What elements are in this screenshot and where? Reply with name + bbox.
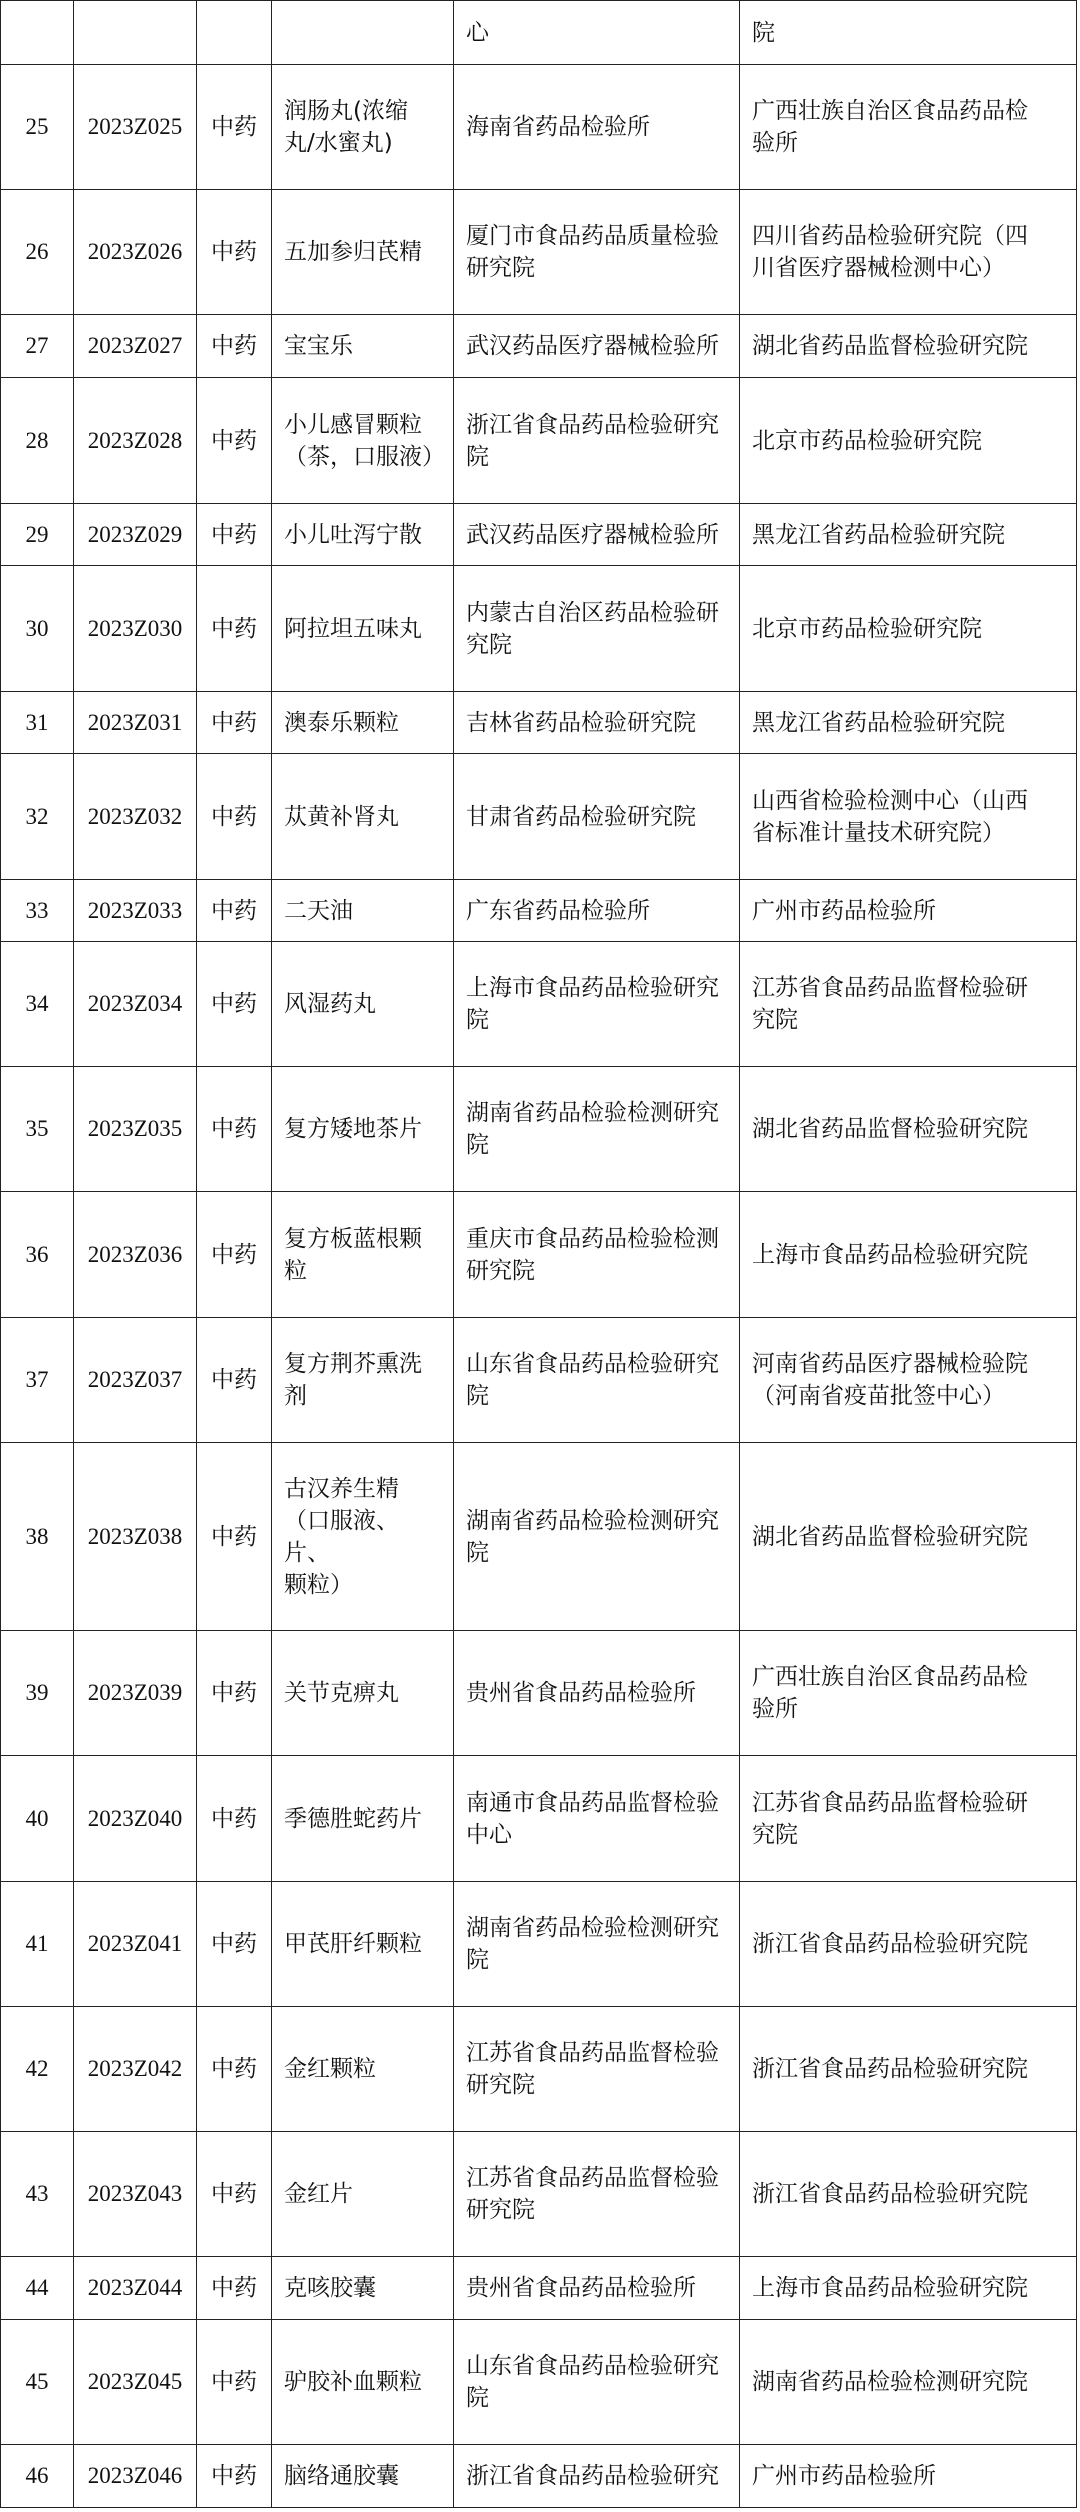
table-row <box>1 2445 1077 2508</box>
cell-number: 46 <box>1 2445 74 2508</box>
cell-code: 2023Z040 <box>74 1756 197 1882</box>
cell-number: 32 <box>1 754 74 880</box>
cell-testing-org: 武汉药品医疗器械检验所 <box>454 315 740 378</box>
cell-product-name: 复方板蓝根颗 粒 <box>272 1192 454 1318</box>
cell-testing-org: 湖南省药品检验检测研究 院 <box>454 1882 740 2007</box>
cell-number: 36 <box>1 1192 74 1318</box>
cell-testing-org: 上海市食品药品检验研究 院 <box>454 942 740 1067</box>
cell-category: 中药 <box>197 1318 272 1443</box>
cell-code: 2023Z044 <box>74 2257 197 2320</box>
cell-number: 35 <box>1 1067 74 1192</box>
cell-testing-org: 吉林省药品检验研究院 <box>454 692 740 754</box>
cell-code: 2023Z045 <box>74 2320 197 2445</box>
cell-testing-org: 浙江省食品药品检验研究 <box>454 2445 740 2508</box>
cell-review-org: 江苏省食品药品监督检验研 究院 <box>740 1756 1077 1882</box>
cell-code: 2023Z029 <box>74 504 197 566</box>
cell-category: 中药 <box>197 880 272 942</box>
cell-category: 中药 <box>197 2320 272 2445</box>
cell-testing-org: 海南省药品检验所 <box>454 65 740 190</box>
cell-review-org: 上海市食品药品检验研究院 <box>740 2257 1077 2320</box>
cell-code: 2023Z038 <box>74 1443 197 1631</box>
cell-code: 2023Z032 <box>74 754 197 880</box>
cell-testing-org: 内蒙古自治区药品检验研 究院 <box>454 566 740 692</box>
cell-review-org: 黑龙江省药品检验研究院 <box>740 504 1077 566</box>
cell-product-name: 金红颗粒 <box>272 2007 454 2132</box>
cell-number: 34 <box>1 942 74 1067</box>
cell-testing-org: 湖南省药品检验检测研究 院 <box>454 1443 740 1631</box>
cell-code: 2023Z031 <box>74 692 197 754</box>
cell-product-name: 风湿药丸 <box>272 942 454 1067</box>
table-row <box>1 1443 1077 1631</box>
cell-number: 44 <box>1 2257 74 2320</box>
cell-category: 中药 <box>197 2007 272 2132</box>
cell-review-org: 浙江省食品药品检验研究院 <box>740 2007 1077 2132</box>
cell-testing-org: 浙江省食品药品检验研究 院 <box>454 378 740 504</box>
table-row <box>1 1631 1077 1756</box>
cell-testing-org: 武汉药品医疗器械检验所 <box>454 504 740 566</box>
cell-empty <box>197 1 272 65</box>
table-row <box>1 1882 1077 2007</box>
cell-category: 中药 <box>197 1067 272 1192</box>
cell-number: 42 <box>1 2007 74 2132</box>
cell-category: 中药 <box>197 754 272 880</box>
cell-category: 中药 <box>197 65 272 190</box>
cell-testing-org: 广东省药品检验所 <box>454 880 740 942</box>
cell-product-name: 脑络通胶囊 <box>272 2445 454 2508</box>
table-row <box>1 942 1077 1067</box>
cell-category: 中药 <box>197 1631 272 1756</box>
cell-review-org: 四川省药品检验研究院（四 川省医疗器械检测中心） <box>740 190 1077 315</box>
cell-product-name: 季德胜蛇药片 <box>272 1756 454 1882</box>
cell-number: 43 <box>1 2132 74 2257</box>
cell-review-org: 浙江省食品药品检验研究院 <box>740 2132 1077 2257</box>
cell-review-org: 湖北省药品监督检验研究院 <box>740 1067 1077 1192</box>
cell-category: 中药 <box>197 1882 272 2007</box>
cell-code: 2023Z037 <box>74 1318 197 1443</box>
cell-review-org: 河南省药品医疗器械检验院 （河南省疫苗批签中心） <box>740 1318 1077 1443</box>
cell-review-org: 北京市药品检验研究院 <box>740 378 1077 504</box>
cell-review-org: 浙江省食品药品检验研究院 <box>740 1882 1077 2007</box>
table-row-continuation <box>1 1 1077 65</box>
cell-product-name: 驴胶补血颗粒 <box>272 2320 454 2445</box>
cell-category: 中药 <box>197 315 272 378</box>
cell-product-name: 克咳胶囊 <box>272 2257 454 2320</box>
cell-number: 40 <box>1 1756 74 1882</box>
cell-review-org: 院 <box>740 1 1077 65</box>
table-row <box>1 566 1077 692</box>
cell-number: 33 <box>1 880 74 942</box>
table-body <box>1 1 1077 2508</box>
cell-review-org: 广州市药品检验所 <box>740 880 1077 942</box>
table-row <box>1 1067 1077 1192</box>
cell-review-org: 湖南省药品检验检测研究院 <box>740 2320 1077 2445</box>
cell-review-org: 上海市食品药品检验研究院 <box>740 1192 1077 1318</box>
cell-empty <box>1 1 74 65</box>
cell-product-name: 金红片 <box>272 2132 454 2257</box>
cell-number: 26 <box>1 190 74 315</box>
cell-code: 2023Z039 <box>74 1631 197 1756</box>
cell-empty <box>74 1 197 65</box>
cell-code: 2023Z030 <box>74 566 197 692</box>
cell-product-name: 润肠丸(浓缩 丸/水蜜丸) <box>272 65 454 190</box>
cell-category: 中药 <box>197 942 272 1067</box>
cell-testing-org: 山东省食品药品检验研究 院 <box>454 1318 740 1443</box>
table-row <box>1 190 1077 315</box>
cell-number: 30 <box>1 566 74 692</box>
cell-review-org: 广西壮族自治区食品药品检 验所 <box>740 65 1077 190</box>
cell-testing-org: 湖南省药品检验检测研究 院 <box>454 1067 740 1192</box>
cell-testing-org: 南通市食品药品监督检验 中心 <box>454 1756 740 1882</box>
table-row <box>1 315 1077 378</box>
cell-number: 29 <box>1 504 74 566</box>
cell-product-name: 二天油 <box>272 880 454 942</box>
cell-code: 2023Z043 <box>74 2132 197 2257</box>
cell-code: 2023Z025 <box>74 65 197 190</box>
cell-category: 中药 <box>197 2132 272 2257</box>
cell-testing-org: 江苏省食品药品监督检验 研究院 <box>454 2132 740 2257</box>
cell-review-org: 黑龙江省药品检验研究院 <box>740 692 1077 754</box>
table-row <box>1 1192 1077 1318</box>
cell-number: 25 <box>1 65 74 190</box>
cell-empty <box>272 1 454 65</box>
cell-product-name: 苁黄补肾丸 <box>272 754 454 880</box>
cell-review-org: 江苏省食品药品监督检验研 究院 <box>740 942 1077 1067</box>
cell-number: 27 <box>1 315 74 378</box>
table-row <box>1 692 1077 754</box>
cell-product-name: 小儿感冒颗粒 （茶，口服液） <box>272 378 454 504</box>
cell-category: 中药 <box>197 504 272 566</box>
cell-testing-org: 贵州省食品药品检验所 <box>454 2257 740 2320</box>
cell-product-name: 古汉养生精 （口服液、片、 颗粒） <box>272 1443 454 1631</box>
cell-product-name: 关节克痹丸 <box>272 1631 454 1756</box>
table-row <box>1 2257 1077 2320</box>
cell-number: 31 <box>1 692 74 754</box>
cell-testing-org: 重庆市食品药品检验检测 研究院 <box>454 1192 740 1318</box>
cell-product-name: 宝宝乐 <box>272 315 454 378</box>
cell-category: 中药 <box>197 1756 272 1882</box>
table-row <box>1 65 1077 190</box>
cell-code: 2023Z041 <box>74 1882 197 2007</box>
cell-product-name: 小儿吐泻宁散 <box>272 504 454 566</box>
cell-category: 中药 <box>197 566 272 692</box>
table-row <box>1 378 1077 504</box>
cell-review-org: 湖北省药品监督检验研究院 <box>740 1443 1077 1631</box>
cell-code: 2023Z026 <box>74 190 197 315</box>
cell-code: 2023Z042 <box>74 2007 197 2132</box>
table-row <box>1 2320 1077 2445</box>
cell-number: 37 <box>1 1318 74 1443</box>
table-row <box>1 754 1077 880</box>
cell-product-name: 阿拉坦五味丸 <box>272 566 454 692</box>
cell-product-name: 复方荆芥熏洗 剂 <box>272 1318 454 1443</box>
cell-category: 中药 <box>197 378 272 504</box>
table-row <box>1 2007 1077 2132</box>
cell-testing-org: 厦门市食品药品质量检验 研究院 <box>454 190 740 315</box>
cell-review-org: 山西省检验检测中心（山西 省标准计量技术研究院） <box>740 754 1077 880</box>
cell-code: 2023Z046 <box>74 2445 197 2508</box>
cell-testing-org: 山东省食品药品检验研究 院 <box>454 2320 740 2445</box>
cell-category: 中药 <box>197 692 272 754</box>
cell-category: 中药 <box>197 190 272 315</box>
cell-category: 中药 <box>197 2257 272 2320</box>
cell-testing-org: 心 <box>454 1 740 65</box>
cell-number: 38 <box>1 1443 74 1631</box>
table-row <box>1 1756 1077 1882</box>
table-row <box>1 504 1077 566</box>
cell-number: 28 <box>1 378 74 504</box>
table-row <box>1 2132 1077 2257</box>
cell-number: 39 <box>1 1631 74 1756</box>
cell-testing-org: 贵州省食品药品检验所 <box>454 1631 740 1756</box>
cell-review-org: 广西壮族自治区食品药品检 验所 <box>740 1631 1077 1756</box>
table-row <box>1 880 1077 942</box>
cell-category: 中药 <box>197 1443 272 1631</box>
table-row <box>1 1318 1077 1443</box>
cell-code: 2023Z033 <box>74 880 197 942</box>
cell-product-name: 复方矮地茶片 <box>272 1067 454 1192</box>
cell-category: 中药 <box>197 1192 272 1318</box>
cell-product-name: 五加参归芪精 <box>272 190 454 315</box>
cell-testing-org: 江苏省食品药品监督检验 研究院 <box>454 2007 740 2132</box>
cell-review-org: 湖北省药品监督检验研究院 <box>740 315 1077 378</box>
cell-code: 2023Z027 <box>74 315 197 378</box>
cell-code: 2023Z036 <box>74 1192 197 1318</box>
cell-review-org: 广州市药品检验所 <box>740 2445 1077 2508</box>
cell-code: 2023Z028 <box>74 378 197 504</box>
cell-code: 2023Z035 <box>74 1067 197 1192</box>
cell-number: 41 <box>1 1882 74 2007</box>
cell-product-name: 澳泰乐颗粒 <box>272 692 454 754</box>
cell-testing-org: 甘肃省药品检验研究院 <box>454 754 740 880</box>
cell-product-name: 甲芪肝纤颗粒 <box>272 1882 454 2007</box>
cell-code: 2023Z034 <box>74 942 197 1067</box>
cell-number: 45 <box>1 2320 74 2445</box>
cell-category: 中药 <box>197 2445 272 2508</box>
cell-review-org: 北京市药品检验研究院 <box>740 566 1077 692</box>
